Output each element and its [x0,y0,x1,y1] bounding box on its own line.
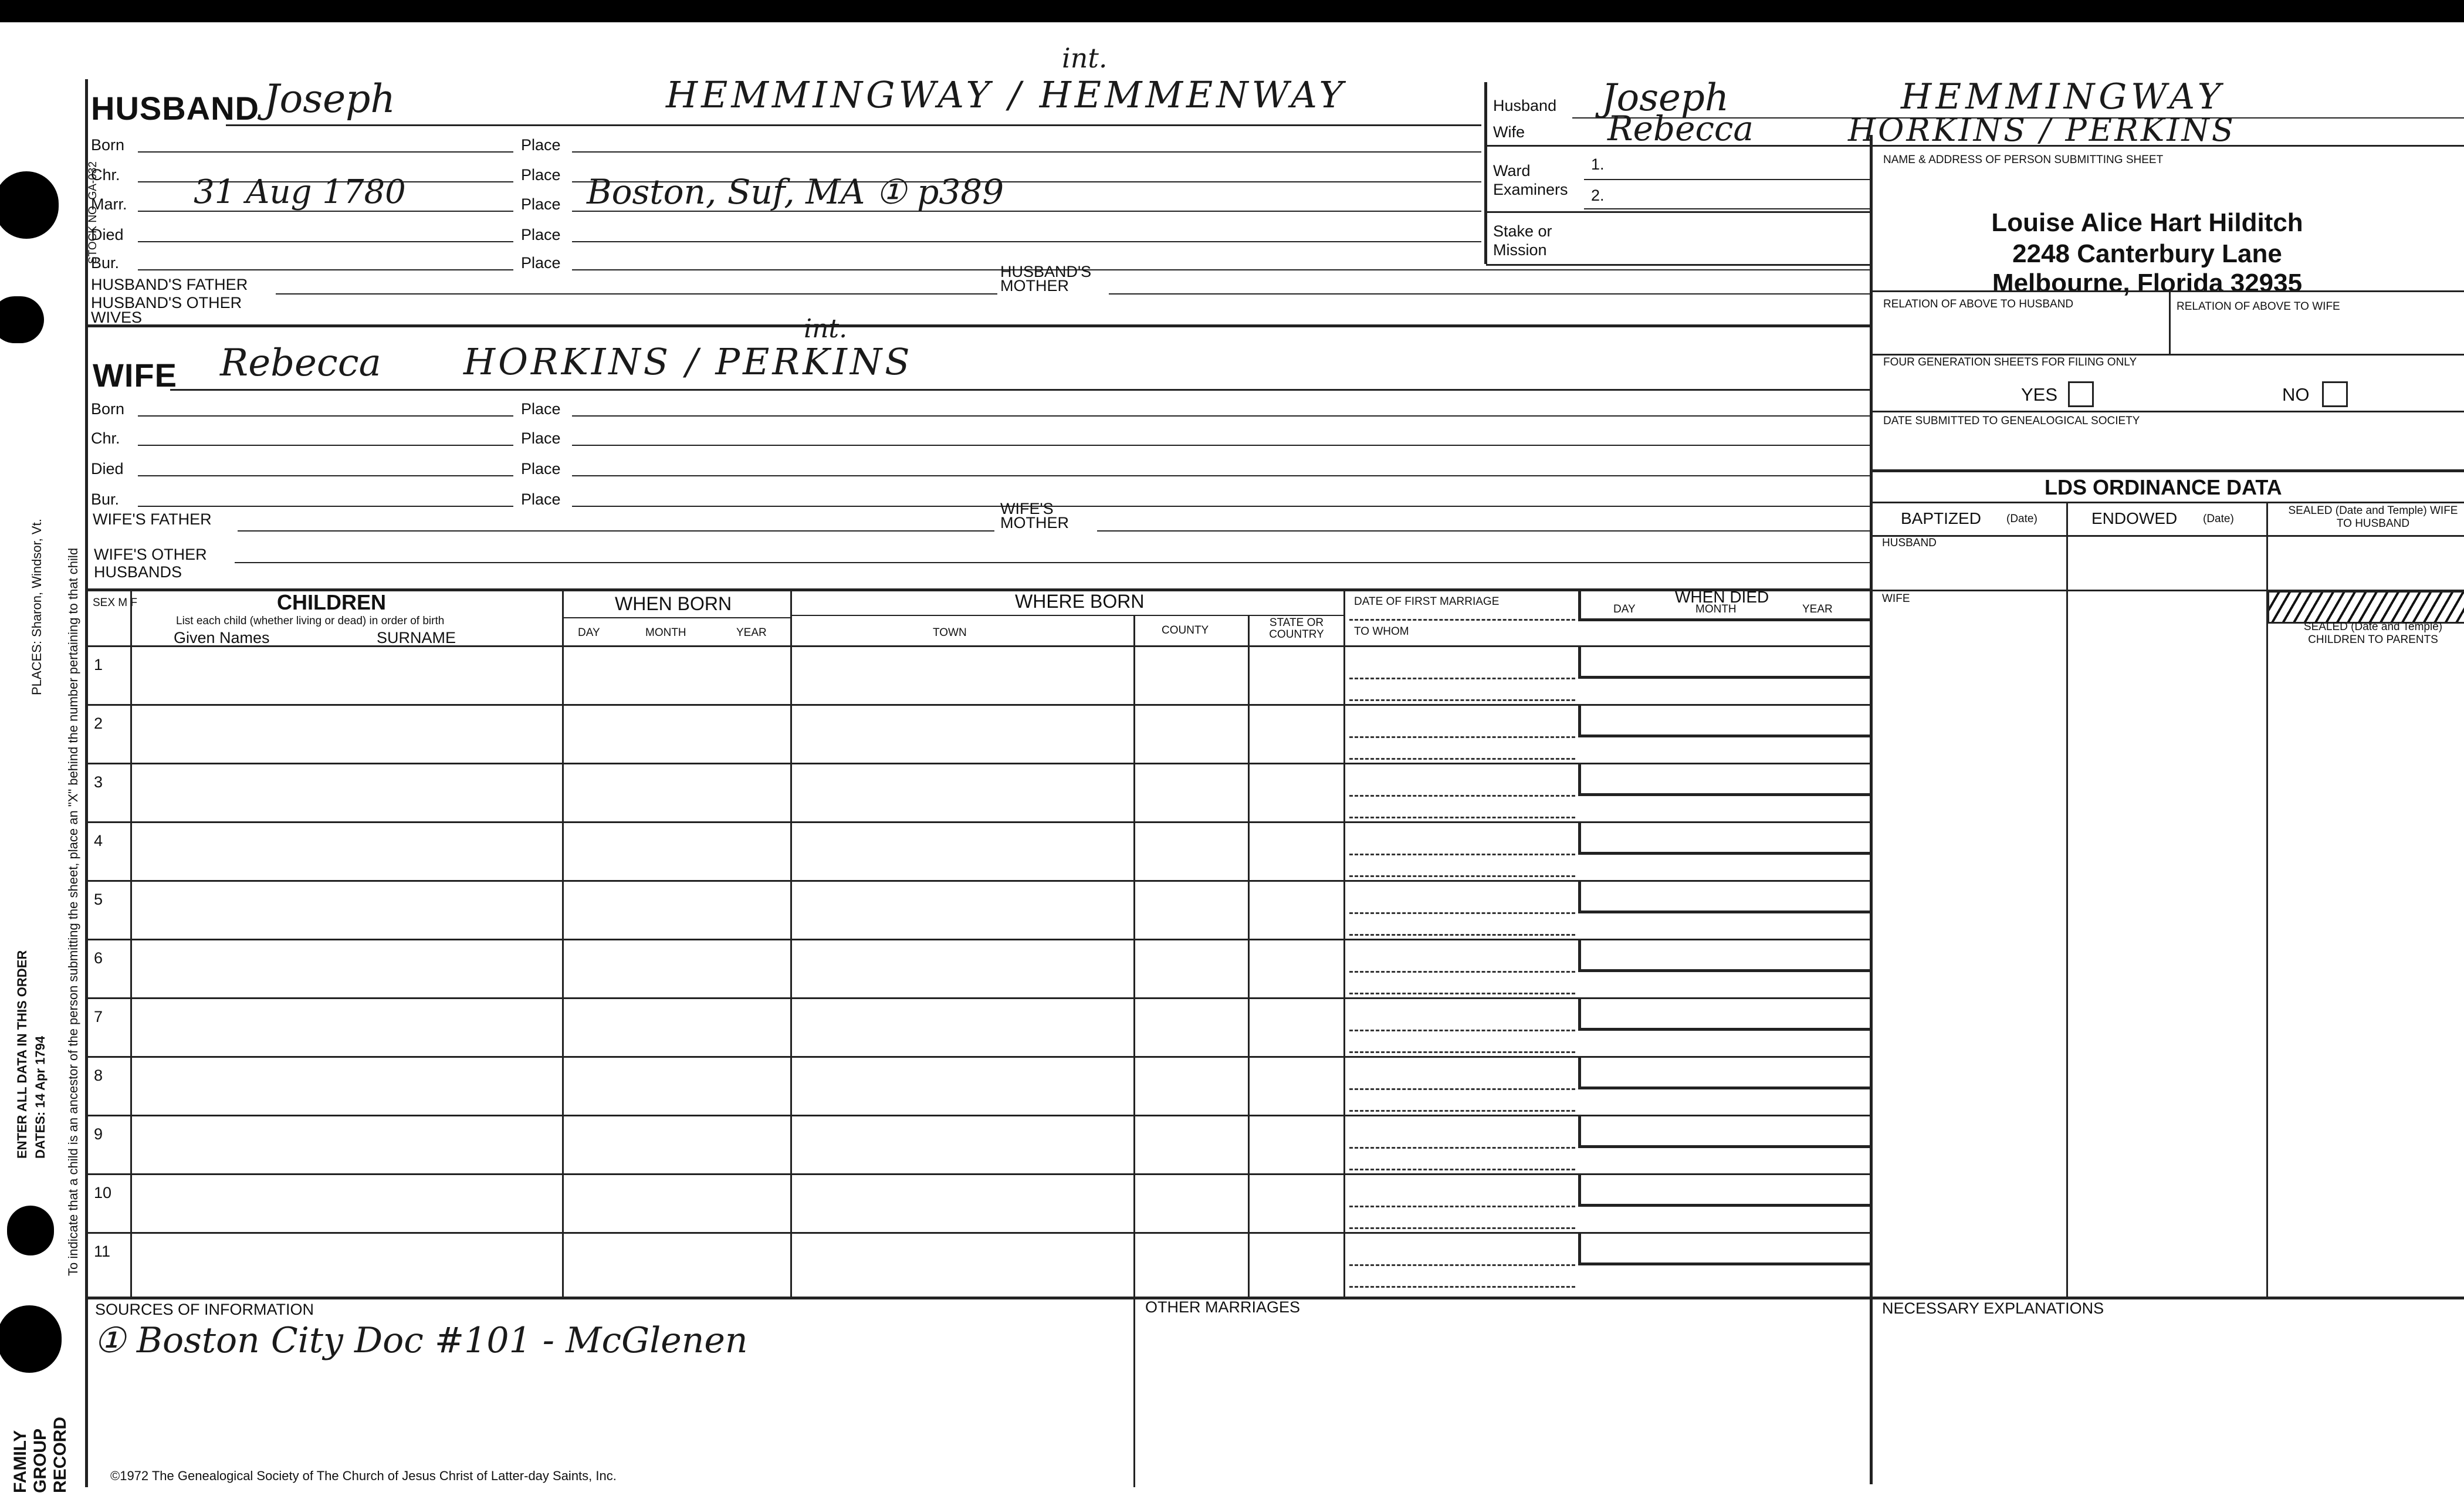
husband-died-date[interactable] [138,241,513,242]
husband-born-date[interactable] [138,151,513,153]
header-wife-label: Wife [1493,123,1525,141]
born-month-label: MONTH [645,627,686,639]
side-instruction: To indicate that a child is an ancestor of the person submitting the sheet, place an "X" behind the number pertaining to that child [66,547,80,1276]
wife-born-label: Born [91,400,125,418]
died-date-line[interactable] [1578,735,1871,737]
wife-chr-place[interactable] [572,445,1871,446]
divider [2066,502,2068,1297]
marriage-date-line[interactable] [1349,971,1575,973]
died-date-line[interactable] [1578,793,1871,796]
husband-marriage-place: Boston, Suf, MA ① p389 [587,172,1004,212]
lds-endowed-date-note: (Date) [2203,513,2234,525]
other-marriages-label: OTHER MARRIAGES [1145,1298,1301,1316]
born-year-label: YEAR [736,627,767,639]
marriage-spouse-line[interactable] [1349,1051,1575,1053]
header-husband-surname: HEMMINGWAY [1901,76,2225,117]
divider [1871,502,2464,503]
died-bracket [1578,1115,1581,1148]
lds-sealed-children-label: SEALED (Date and Temple) CHILDREN TO PARENTS [2303,621,2443,646]
side-title-group: GROUP [31,1428,50,1493]
yes-checkbox[interactable] [2068,381,2094,407]
died-bracket [1578,704,1581,737]
died-month-label: MONTH [1695,603,1737,615]
sex-label: SEX M F [93,597,138,609]
child-row[interactable] [87,763,1343,821]
header-wife-given: Rebecca [1607,109,1754,148]
child-row[interactable] [87,880,1343,939]
wife-bur-place[interactable] [572,506,1871,507]
divider [1349,619,1575,621]
husband-bur-label: Bur. [91,254,120,272]
husband-surname-note: int. [1062,42,1108,74]
no-label: NO [2282,384,2310,405]
ward-examiners-label: Ward Examiners [1493,162,1568,198]
wife-died-label: Died [91,460,124,478]
husband-marriage-date: 31 Aug 1780 [194,173,406,211]
marriage-spouse-line[interactable] [1349,1110,1575,1112]
died-bracket [1578,997,1581,1030]
died-date-line[interactable] [1578,1145,1871,1148]
child-row-number: 4 [94,832,103,849]
top-edge-bar [0,0,2464,22]
child-row-number: 11 [94,1243,111,1260]
marriage-date-line[interactable] [1349,1264,1575,1266]
died-bracket [1578,1232,1581,1265]
child-row-number: 10 [94,1184,112,1201]
husband-heading: HUSBAND [91,90,259,127]
marriage-date-line[interactable] [1349,736,1575,738]
wife-name-line [170,389,1871,391]
submitter-city: Melbourne, Florida 32935 [1992,269,2303,297]
died-bracket [1578,1056,1581,1089]
side-places: PLACES: Sharon, Windsor, Vt. [29,519,44,695]
husband-born-place[interactable] [572,151,1481,153]
child-row[interactable] [87,997,1343,1056]
divider [1871,469,2464,472]
husband-died-place-label: Place [521,226,561,243]
marriage-date-line[interactable] [1349,854,1575,855]
husband-mother-line[interactable] [1109,293,1871,295]
divider [1486,145,2464,147]
child-row-number: 5 [94,891,103,908]
marriage-spouse-line[interactable] [1349,993,1575,994]
header-husband-label: Husband [1493,97,1557,114]
punch-hole [0,296,44,343]
wife-bur-place-label: Place [521,490,561,508]
died-day-label: DAY [1613,603,1636,615]
marriage-date-line[interactable] [1349,678,1575,679]
sources-label: SOURCES OF INFORMATION [95,1301,314,1318]
wife-given-name: Rebecca [220,341,381,385]
divider [1870,135,1873,1484]
divider [1486,211,1871,213]
child-row[interactable] [87,939,1343,997]
died-date-line[interactable] [1578,1263,1871,1265]
died-date-line[interactable] [1578,1028,1871,1031]
lds-title: LDS ORDINANCE DATA [2045,475,2282,499]
husband-marr-label: Marr. [91,195,127,213]
stock-number: STOCK NO. GA-032 [87,161,99,264]
lds-baptized-date-note: (Date) [2006,513,2037,525]
punch-hole [7,1206,54,1255]
divider [1871,354,2464,356]
child-row-number: 8 [94,1067,103,1084]
child-row-number: 9 [94,1125,103,1143]
marriage-spouse-line[interactable] [1349,699,1575,701]
husband-died-label: Died [91,226,124,243]
divider [790,615,1343,616]
husband-mother-label: HUSBAND'S MOTHER [1000,263,1092,295]
yes-label: YES [2021,384,2058,405]
given-names-label: Given Names [174,629,270,647]
date-submitted-label: DATE SUBMITTED TO GENEALOGICAL SOCIETY [1883,415,2140,427]
died-bracket [1578,880,1581,913]
lds-sealed-wife-label: SEALED (Date and Temple) WIFE TO HUSBAND [2288,505,2458,530]
born-day-label: DAY [578,627,600,639]
sources-value: ① Boston City Doc #101 - McGlenen [94,1320,748,1361]
husband-surname: HEMMINGWAY / HEMMENWAY [666,73,1347,116]
to-whom-label: TO WHOM [1354,625,1409,638]
marriage-spouse-line[interactable] [1349,934,1575,936]
died-date-line[interactable] [1578,911,1871,913]
husband-father-line[interactable] [276,293,997,295]
wife-bur-label: Bur. [91,490,120,508]
marriage-spouse-line[interactable] [1349,1227,1575,1229]
side-title-record: RECORD [50,1416,70,1493]
wife-born-place[interactable] [572,415,1871,417]
died-date-line[interactable] [1578,852,1871,855]
lds-hatched-cell [2267,591,2464,624]
explanations-label: NECESSARY EXPLANATIONS [1882,1299,2104,1317]
died-bracket [1578,1173,1581,1206]
ward-examiner-1-line[interactable] [1584,179,1870,180]
divider [1343,588,1345,1297]
wife-other-husbands-label: WIFE'S OTHER HUSBANDS [94,546,207,581]
town-label: TOWN [933,627,967,639]
wife-chr-date[interactable] [138,445,513,446]
died-date-line[interactable] [1578,1204,1871,1207]
wife-born-date[interactable] [138,415,513,417]
husband-other-wives-label: HUSBAND'S OTHER WIVES [91,294,242,326]
died-date-line[interactable] [1578,1087,1871,1089]
ward-examiner-2-line[interactable] [1584,208,1870,209]
marriage-date-line[interactable] [1349,1030,1575,1031]
wife-died-date[interactable] [138,475,513,476]
relation-husband-label: RELATION OF ABOVE TO HUSBAND [1883,298,2074,310]
divider [562,617,790,618]
wife-surname-note: int. [804,314,848,344]
child-row[interactable] [87,1056,1343,1115]
marriage-date-line[interactable] [1349,1088,1575,1090]
died-bracket [1578,939,1581,972]
died-bracket [1578,645,1581,678]
husband-bur-place-label: Place [521,254,561,272]
wife-surname: HORKINS / PERKINS [463,340,913,383]
child-row[interactable] [87,1232,1343,1291]
divider [1871,535,2464,537]
divider [2169,290,2171,355]
header-wife-surname: HORKINS / PERKINS [1848,111,2236,148]
wife-mother-label: WIFE'S MOTHER [1000,500,1069,532]
punch-hole [0,171,59,239]
side-dates: DATES: 14 Apr 1794 [33,1035,48,1159]
child-row-number: 7 [94,1008,103,1025]
wife-died-place-label: Place [521,460,561,478]
husband-bur-place[interactable] [572,269,1871,270]
children-instruction: List each child (whether living or dead) in order of birth [176,615,445,627]
surname-label: SURNAME [377,629,456,647]
wife-died-place[interactable] [572,475,1871,476]
first-marriage-label: DATE OF FIRST MARRIAGE [1354,595,1500,608]
divider [1871,290,2464,292]
husband-name-line [226,124,1481,126]
child-row[interactable] [87,1173,1343,1232]
wife-born-place-label: Place [521,400,561,418]
husband-died-place[interactable] [572,241,1481,242]
husband-marr-place-label: Place [521,195,561,213]
child-row-number: 1 [94,656,103,673]
child-row-number: 6 [94,949,103,967]
divider [1484,82,1487,264]
wife-chr-place-label: Place [521,429,561,447]
lds-husband-label: HUSBAND [1882,537,1937,549]
ward-examiner-2: 2. [1591,187,1605,204]
when-born-label: WHEN BORN [615,593,732,614]
child-row-number: 3 [94,773,103,791]
copyright: ©1972 The Genealogical Society of The Church of Jesus Christ of Latter-day Saints, Inc. [110,1468,617,1483]
wife-mother-line[interactable] [1097,530,1871,532]
marriage-spouse-line[interactable] [1349,875,1575,877]
stake-mission-label: Stake or Mission [1493,222,1552,259]
when-died-label: WHEN DIED [1675,588,1769,606]
marriage-spouse-line[interactable] [1349,1286,1575,1288]
marriage-spouse-line[interactable] [1349,758,1575,760]
wife-father-line[interactable] [238,530,994,532]
child-row[interactable] [87,821,1343,880]
wife-other-husbands-line[interactable] [235,562,1871,563]
child-row-number: 2 [94,715,103,732]
husband-chr-place-label: Place [521,166,561,184]
divider [1578,588,1581,621]
marriage-spouse-line[interactable] [1349,817,1575,818]
divider [1133,1297,1135,1487]
husband-bur-date[interactable] [138,269,513,270]
state-country-label: STATE OR COUNTRY [1269,617,1324,641]
where-born-label: WHERE BORN [1015,591,1145,612]
no-checkbox[interactable] [2322,381,2348,407]
children-title: CHILDREN [277,590,386,614]
husband-chr-label: Chr. [91,166,120,184]
marriage-date-line[interactable] [1349,912,1575,914]
submitter-label: NAME & ADDRESS OF PERSON SUBMITTING SHEET [1883,154,2164,166]
lds-endowed-label: ENDOWED [2091,509,2178,527]
divider [87,324,1870,327]
husband-given-name: Joseph [264,76,395,121]
child-row[interactable] [87,704,1343,763]
marriage-date-line[interactable] [1349,1206,1575,1207]
died-bracket [1578,821,1581,854]
wife-bur-date[interactable] [138,506,513,507]
lds-baptized-label: BAPTIZED [1901,509,1981,527]
side-enter-order: ENTER ALL DATA IN THIS ORDER [15,950,29,1159]
child-row[interactable] [87,1115,1343,1173]
wife-father-label: WIFE'S FATHER [93,510,212,528]
died-date-line[interactable] [1578,676,1871,679]
submitter-street: 2248 Canterbury Lane [2012,239,2282,268]
relation-wife-label: RELATION OF ABOVE TO WIFE [2177,300,2340,313]
county-label: COUNTY [1162,624,1209,637]
ward-examiner-1: 1. [1591,155,1605,173]
husband-born-place-label: Place [521,136,561,154]
header-husband-given: Joseph [1602,76,1729,120]
four-gen-label: FOUR GENERATION SHEETS FOR FILING ONLY [1883,356,2137,368]
divider [1871,411,2464,412]
died-year-label: YEAR [1802,603,1833,615]
punch-hole [0,1305,62,1373]
wife-heading: WIFE [93,357,177,394]
side-title-family: FAMILY [11,1430,30,1493]
lds-wife-label: WIFE [1882,593,1910,605]
marriage-date-line[interactable] [1349,1147,1575,1149]
died-bracket [1578,763,1581,796]
submitter-name: Louise Alice Hart Hilditch [1991,208,2303,237]
husband-father-label: HUSBAND'S FATHER [91,276,248,293]
child-row[interactable] [87,645,1343,704]
husband-born-label: Born [91,136,125,154]
wife-chr-label: Chr. [91,429,120,447]
died-date-line[interactable] [1578,969,1871,972]
divider [1578,618,1871,621]
marriage-spouse-line[interactable] [1349,1169,1575,1170]
marriage-date-line[interactable] [1349,795,1575,797]
divider [1486,264,1871,266]
